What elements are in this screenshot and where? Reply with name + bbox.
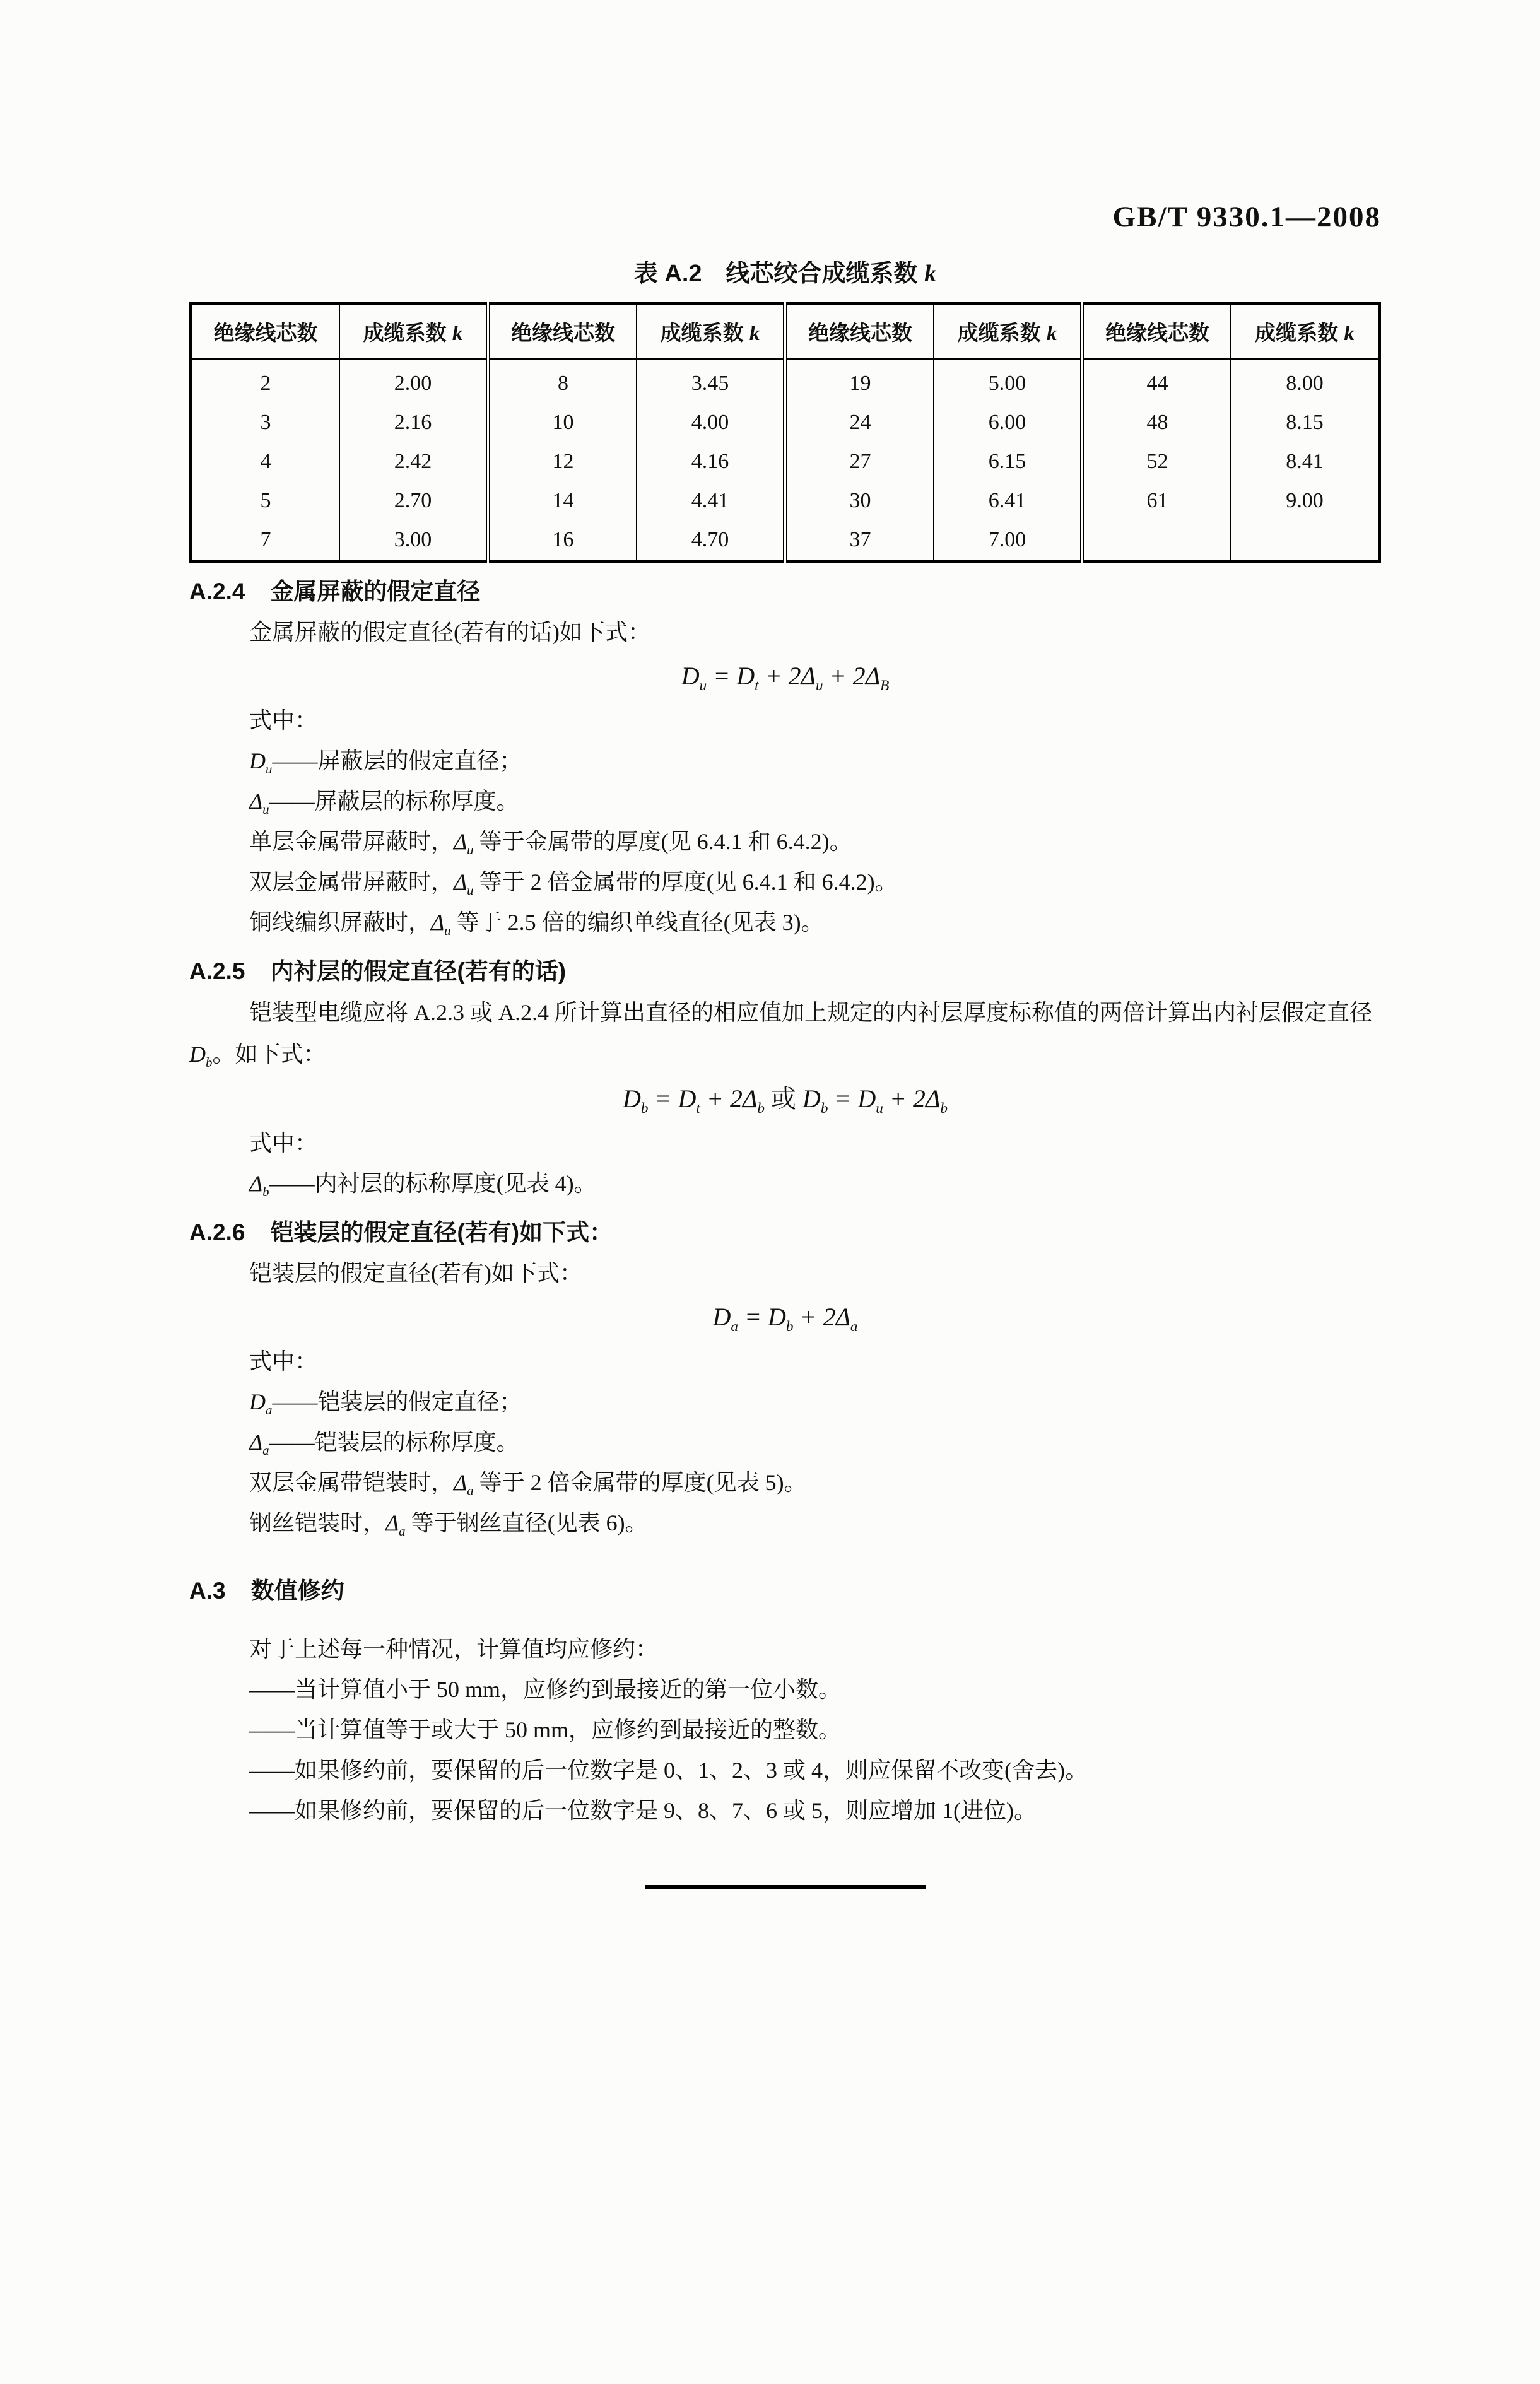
table-cell: 8 — [488, 359, 637, 403]
col-header-cores: 绝缘线芯数 — [191, 303, 340, 360]
table-row — [191, 359, 1380, 403]
table-cell: 16 — [488, 520, 637, 561]
col-header-cores: 绝缘线芯数 — [785, 303, 934, 360]
table-cell: 44 — [1083, 359, 1231, 403]
table-cell: 52 — [1083, 442, 1231, 481]
table-cell: 6.15 — [934, 442, 1083, 481]
table-row — [191, 442, 1380, 481]
table-cell: 2.70 — [339, 481, 488, 520]
col-header-cores: 绝缘线芯数 — [1083, 303, 1231, 360]
definition-delta-b: $\Delta_b——$内衬层的标称厚度(见表 4)。 — [249, 1171, 597, 1200]
table-cell: 2.42 — [339, 442, 488, 481]
document-page — [0, 201, 1540, 1889]
where-label: 式中： — [249, 1349, 318, 1374]
table-cell: 48 — [1083, 403, 1231, 442]
paragraph: 金属屏蔽的假定直径(若有的话)如下式： — [249, 619, 650, 645]
table-cell: 4.41 — [637, 481, 785, 520]
formula-shield-diameter: $D_u = D_t + 2\Delta_u + 2\Delta_B$ — [681, 662, 890, 694]
table-cell: 30 — [785, 481, 934, 520]
paragraph: 对于上述每一种情况，计算值均应修约： — [249, 1636, 659, 1662]
table-header-row — [191, 303, 1380, 360]
where-label: 式中： — [249, 1130, 318, 1156]
section-number: A.2.6 — [189, 1219, 245, 1245]
table-cell: 3.00 — [339, 520, 488, 561]
table-cell: 6.00 — [934, 403, 1083, 442]
table-cell: 4.16 — [637, 442, 785, 481]
table-cell: 4.70 — [637, 520, 785, 561]
table-body — [191, 359, 1380, 561]
table-row — [191, 403, 1380, 442]
rounding-rule-item: ——当计算值等于或大于 50 mm，应修约到最接近的整数。 — [249, 1717, 842, 1742]
table-cell: 4.00 — [637, 403, 785, 442]
table-cell: 3 — [260, 411, 271, 434]
definition-da: $D_a——$铠装层的假定直径； — [249, 1389, 522, 1418]
col-header-factor: 成缆系数 k — [637, 303, 785, 360]
table-cell: 8.00 — [1231, 359, 1380, 403]
section-heading-a3 — [189, 1571, 1381, 1611]
rounding-rule-item: ——如果修约前，要保留的后一位数字是 0、1、2、3 或 4，则应保留不改变(舍去)。 — [249, 1758, 1088, 1783]
table-cell: 4 — [260, 450, 271, 473]
cabling-coefficient-table — [189, 302, 1381, 563]
where-label: 式中： — [249, 708, 318, 733]
paragraph: 铠装型电缆应将 A.2.3 或 A.2.4 所计算出直径的相应值加上规定的内衬层厚度标称值的两倍计算出内衬层假定直径 $D_b$。如下式： — [189, 1000, 1372, 1071]
definition-du: $D_u——$屏蔽层的假定直径； — [249, 748, 522, 777]
table-cell: 8.41 — [1231, 442, 1380, 481]
table-cell: 5 — [260, 489, 271, 512]
section-title: 数值修约 — [250, 1578, 344, 1604]
table-cell: 61 — [1083, 481, 1231, 520]
table-cell: 19 — [785, 359, 934, 403]
section-number: A.3 — [189, 1578, 226, 1604]
table-cell — [1231, 520, 1380, 561]
table-cell: 12 — [488, 442, 637, 481]
table-cell: 14 — [488, 481, 637, 520]
table-title-k-symbol: k — [924, 261, 937, 287]
section-number: A.2.5 — [189, 958, 245, 984]
table-cell — [1083, 520, 1231, 561]
paragraph: 铠装层的假定直径(若有)如下式： — [249, 1260, 582, 1286]
col-header-factor: 成缆系数 k — [934, 303, 1083, 360]
note-armour-wire: 钢丝铠装时，$\Delta_a$ 等于钢丝直径(见表 6)。 — [249, 1510, 648, 1539]
col-header-factor: 成缆系数 k — [339, 303, 488, 360]
rounding-rule-item: ——如果修约前，要保留的后一位数字是 9、8、7、6 或 5，则应增加 1(进位)。 — [249, 1798, 1037, 1823]
definition-delta-a: $\Delta_a——$铠装层的标称厚度。 — [249, 1430, 519, 1459]
table-title-text: 表 A.2 线芯绞合成缆系数 — [633, 261, 925, 287]
note-braid: 铜线编织屏蔽时，$\Delta_u$ 等于 2.5 倍的编织单线直径(见表 3)。 — [249, 910, 824, 939]
table-cell: 2.16 — [339, 403, 488, 442]
table-cell: 10 — [488, 403, 637, 442]
standard-number: GB/T 9330.1—2008 — [1112, 201, 1381, 233]
col-header-cores: 绝缘线芯数 — [488, 303, 637, 360]
table-cell: 5.00 — [934, 359, 1083, 403]
table-cell: 8.15 — [1231, 403, 1380, 442]
section-title: 铠装层的假定直径(若有)如下式： — [270, 1219, 613, 1245]
table-title — [189, 256, 1381, 291]
table-cell: 6.41 — [934, 481, 1083, 520]
table-row — [191, 481, 1380, 520]
table-cell: 24 — [785, 403, 934, 442]
table-cell: 2.00 — [339, 359, 488, 403]
formula-bedding-diameter: $D_b = D_t + 2\Delta_b$ 或 $D_b = D_u + 2\Delta_b$ — [623, 1084, 948, 1117]
section-title: 金属屏蔽的假定直径 — [270, 578, 481, 604]
section-title: 内衬层的假定直径(若有的话) — [270, 958, 567, 984]
note-single-tape: 单层金属带屏蔽时，$\Delta_u$ 等于金属带的厚度(见 6.4.1 和 6.4.2)。 — [249, 829, 852, 858]
table-cell: 9.00 — [1231, 481, 1380, 520]
table-cell: 3.45 — [637, 359, 785, 403]
table-cell: 37 — [785, 520, 934, 561]
section-heading-a2-4 — [189, 572, 1381, 612]
table-row — [191, 520, 1380, 561]
section-number: A.2.4 — [189, 578, 245, 604]
note-double-tape: 双层金属带屏蔽时，$\Delta_u$ 等于 2 倍金属带的厚度(见 6.4.1 和 6.4.2)。 — [249, 869, 898, 898]
table-cell: 27 — [785, 442, 934, 481]
col-header-factor: 成缆系数 k — [1231, 303, 1380, 360]
table-cell: 7.00 — [934, 520, 1083, 561]
section-heading-a2-6 — [189, 1213, 1381, 1253]
definition-delta-u: $\Delta_u——$屏蔽层的标称厚度。 — [249, 789, 519, 818]
formula-armour-diameter: $D_a = D_b + 2\Delta_a$ — [712, 1303, 858, 1335]
table-header — [191, 303, 1380, 360]
document-end-rule — [645, 1885, 926, 1889]
section-heading-a2-5 — [189, 951, 1381, 992]
table-cell: 2 — [260, 372, 271, 395]
rounding-rule-item: ——当计算值小于 50 mm，应修约到最接近的第一位小数。 — [249, 1677, 842, 1702]
note-armour-tape: 双层金属带铠装时，$\Delta_a$ 等于 2 倍金属带的厚度(见表 5)。 — [249, 1470, 807, 1499]
table-cell: 7 — [260, 528, 271, 551]
